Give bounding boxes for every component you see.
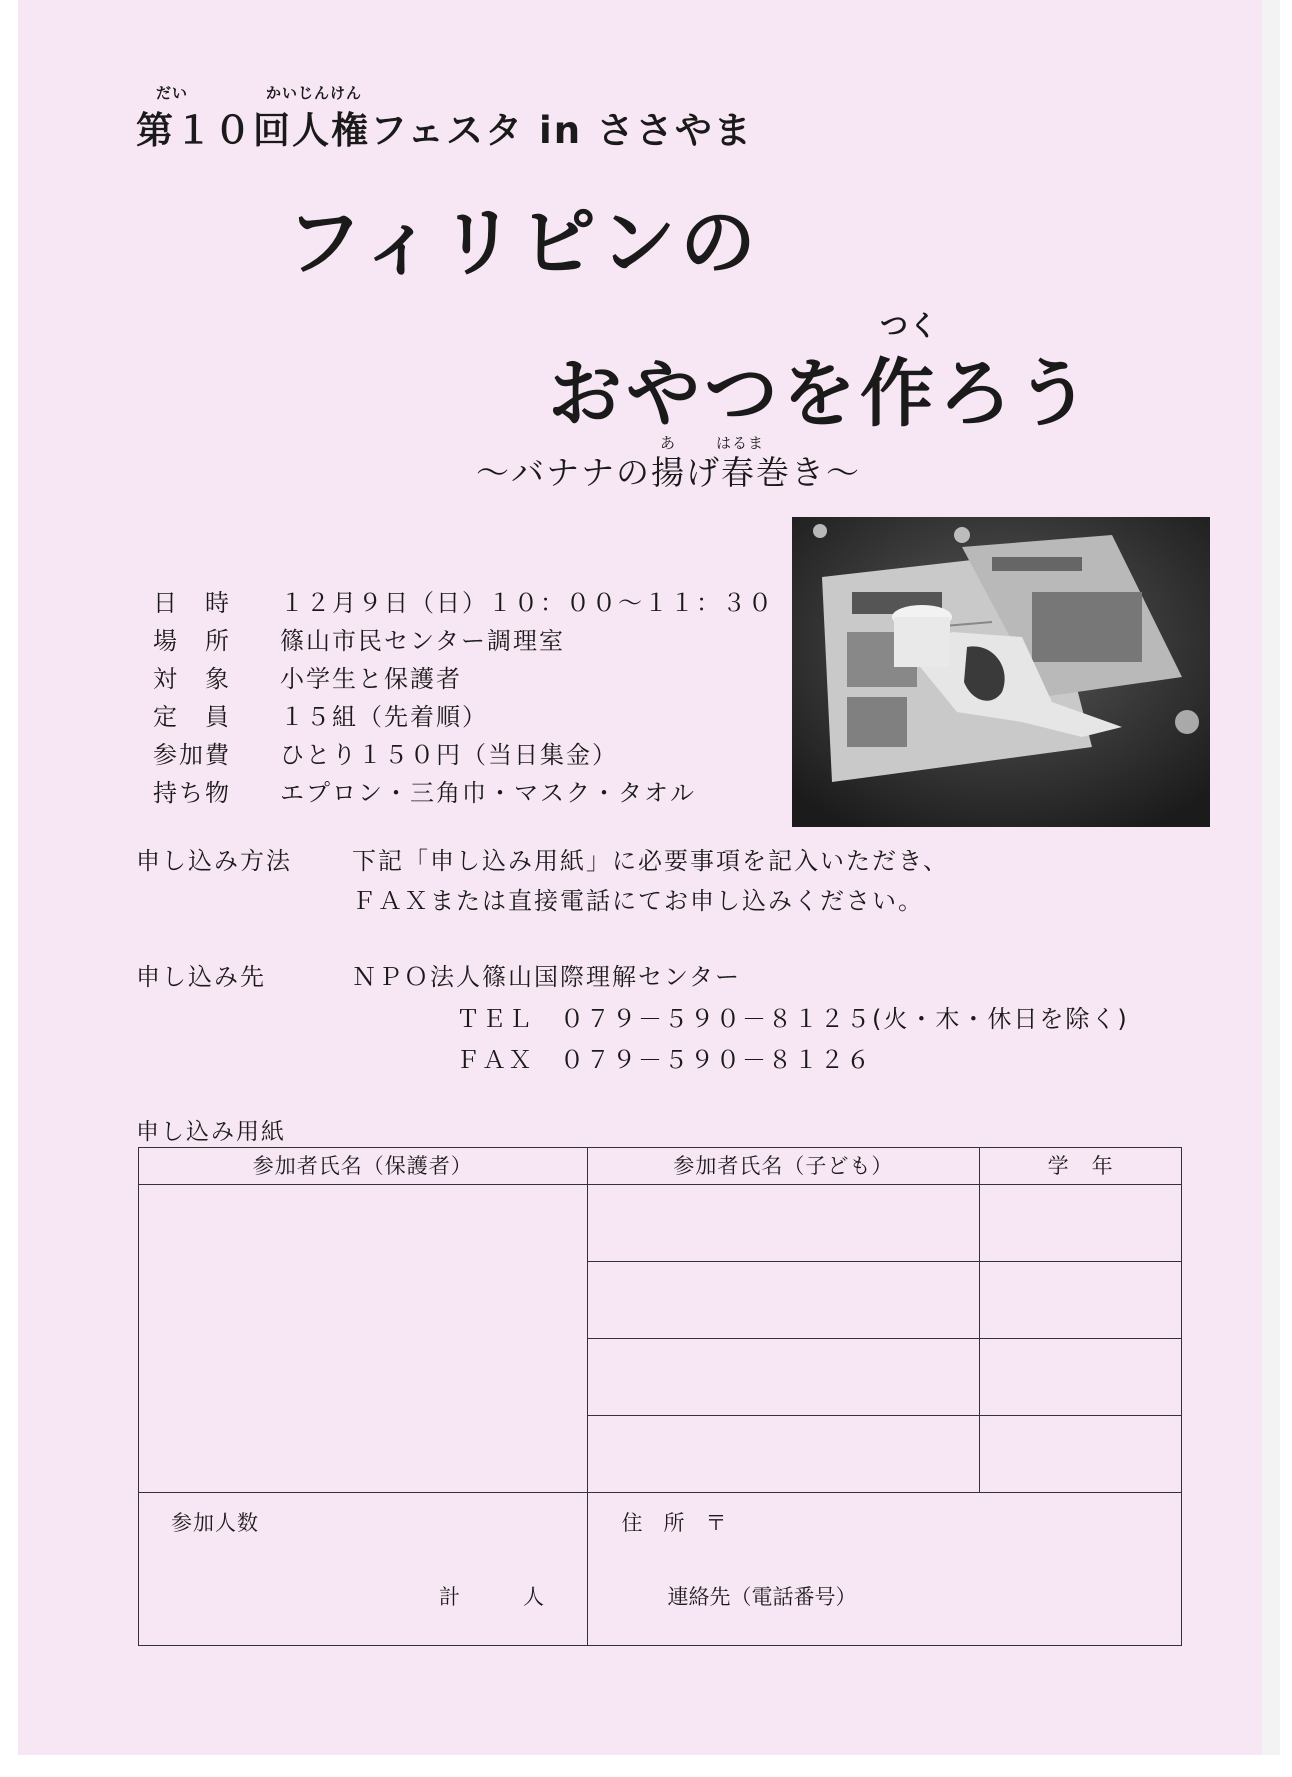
apply-method-line2: ＦＡＸまたは直接電話にてお申し込みください。 bbox=[352, 887, 924, 915]
apply-method-line1: 下記「申し込み用紙」に必要事項を記入いただき、 bbox=[352, 847, 950, 875]
detail-label-datetime: 日 時 bbox=[153, 589, 231, 617]
contact-tel: ＴＥＬ ０７９－５９０－８１２５(火・木・休日を除く) bbox=[456, 1005, 1129, 1033]
child-name-field-3[interactable] bbox=[587, 1339, 980, 1416]
grade-field-3[interactable] bbox=[980, 1339, 1182, 1416]
subtitle: ～バナナの揚げ春巻き～ bbox=[476, 453, 861, 492]
detail-label-capacity: 定 員 bbox=[153, 703, 231, 731]
detail-value-fee: ひとり１５０円（当日集金） bbox=[280, 741, 618, 769]
phone-label: 連絡先（電話番号） bbox=[667, 1585, 857, 1609]
grade-field-4[interactable] bbox=[980, 1416, 1182, 1493]
address-contact-field[interactable] bbox=[587, 1493, 1181, 1646]
ruby-kaijinken: かいじんけん bbox=[266, 84, 363, 102]
detail-value-capacity: １５組（先着順） bbox=[280, 703, 488, 731]
guardian-name-field[interactable] bbox=[139, 1185, 588, 1493]
col-header-child: 参加者氏名（子ども） bbox=[587, 1148, 980, 1185]
contact-fax: ＦＡＸ ０７９－５９０－８１２６ bbox=[456, 1046, 872, 1074]
application-form-table bbox=[138, 1147, 1182, 1646]
col-header-guardian: 参加者氏名（保護者） bbox=[139, 1148, 588, 1185]
child-name-field-4[interactable] bbox=[587, 1416, 980, 1493]
apply-method-label: 申し込み方法 bbox=[136, 847, 292, 875]
detail-value-target: 小学生と保護者 bbox=[280, 665, 462, 693]
address-label: 住 所 〒 bbox=[621, 1511, 727, 1535]
detail-value-datetime: １２月９日（日）１０：００～１１：３０ bbox=[280, 589, 774, 617]
ruby-a: あ bbox=[660, 434, 677, 452]
ruby-tsuku: つく bbox=[880, 309, 939, 342]
participants-label: 参加人数 bbox=[171, 1511, 259, 1535]
page-edge bbox=[1262, 0, 1280, 1755]
detail-label-target: 対 象 bbox=[153, 665, 231, 693]
grade-field-2[interactable] bbox=[980, 1262, 1182, 1339]
ruby-dai: だい bbox=[156, 84, 189, 102]
detail-label-belongings: 持ち物 bbox=[153, 779, 231, 807]
contact-org: ＮＰＯ法人篠山国際理解センター bbox=[352, 963, 742, 991]
col-header-grade: 学 年 bbox=[980, 1148, 1182, 1185]
ruby-harumaki: はるま bbox=[716, 434, 765, 452]
detail-label-fee: 参加費 bbox=[153, 741, 231, 769]
main-title-line2: おやつを作ろう bbox=[548, 351, 1094, 437]
detail-value-belongings: エプロン・三角巾・マスク・タオル bbox=[280, 779, 696, 807]
form-title: 申し込み用紙 bbox=[136, 1119, 286, 1145]
main-title-line1: フィリピンの bbox=[286, 198, 760, 287]
participants-count-field[interactable] bbox=[139, 1493, 588, 1646]
flyer-page bbox=[18, 0, 1280, 1755]
detail-label-place: 場 所 bbox=[153, 627, 231, 655]
contact-label: 申し込み先 bbox=[136, 963, 266, 991]
child-name-field-2[interactable] bbox=[587, 1262, 980, 1339]
total-people-label: 計 人 bbox=[439, 1585, 544, 1609]
banana-spring-roll-photo bbox=[792, 517, 1210, 827]
child-name-field-1[interactable] bbox=[587, 1185, 980, 1262]
grade-field-1[interactable] bbox=[980, 1185, 1182, 1262]
detail-value-place: 篠山市民センター調理室 bbox=[280, 627, 566, 655]
event-title: 第１０回人権フェスタ in ささやま bbox=[136, 109, 753, 152]
